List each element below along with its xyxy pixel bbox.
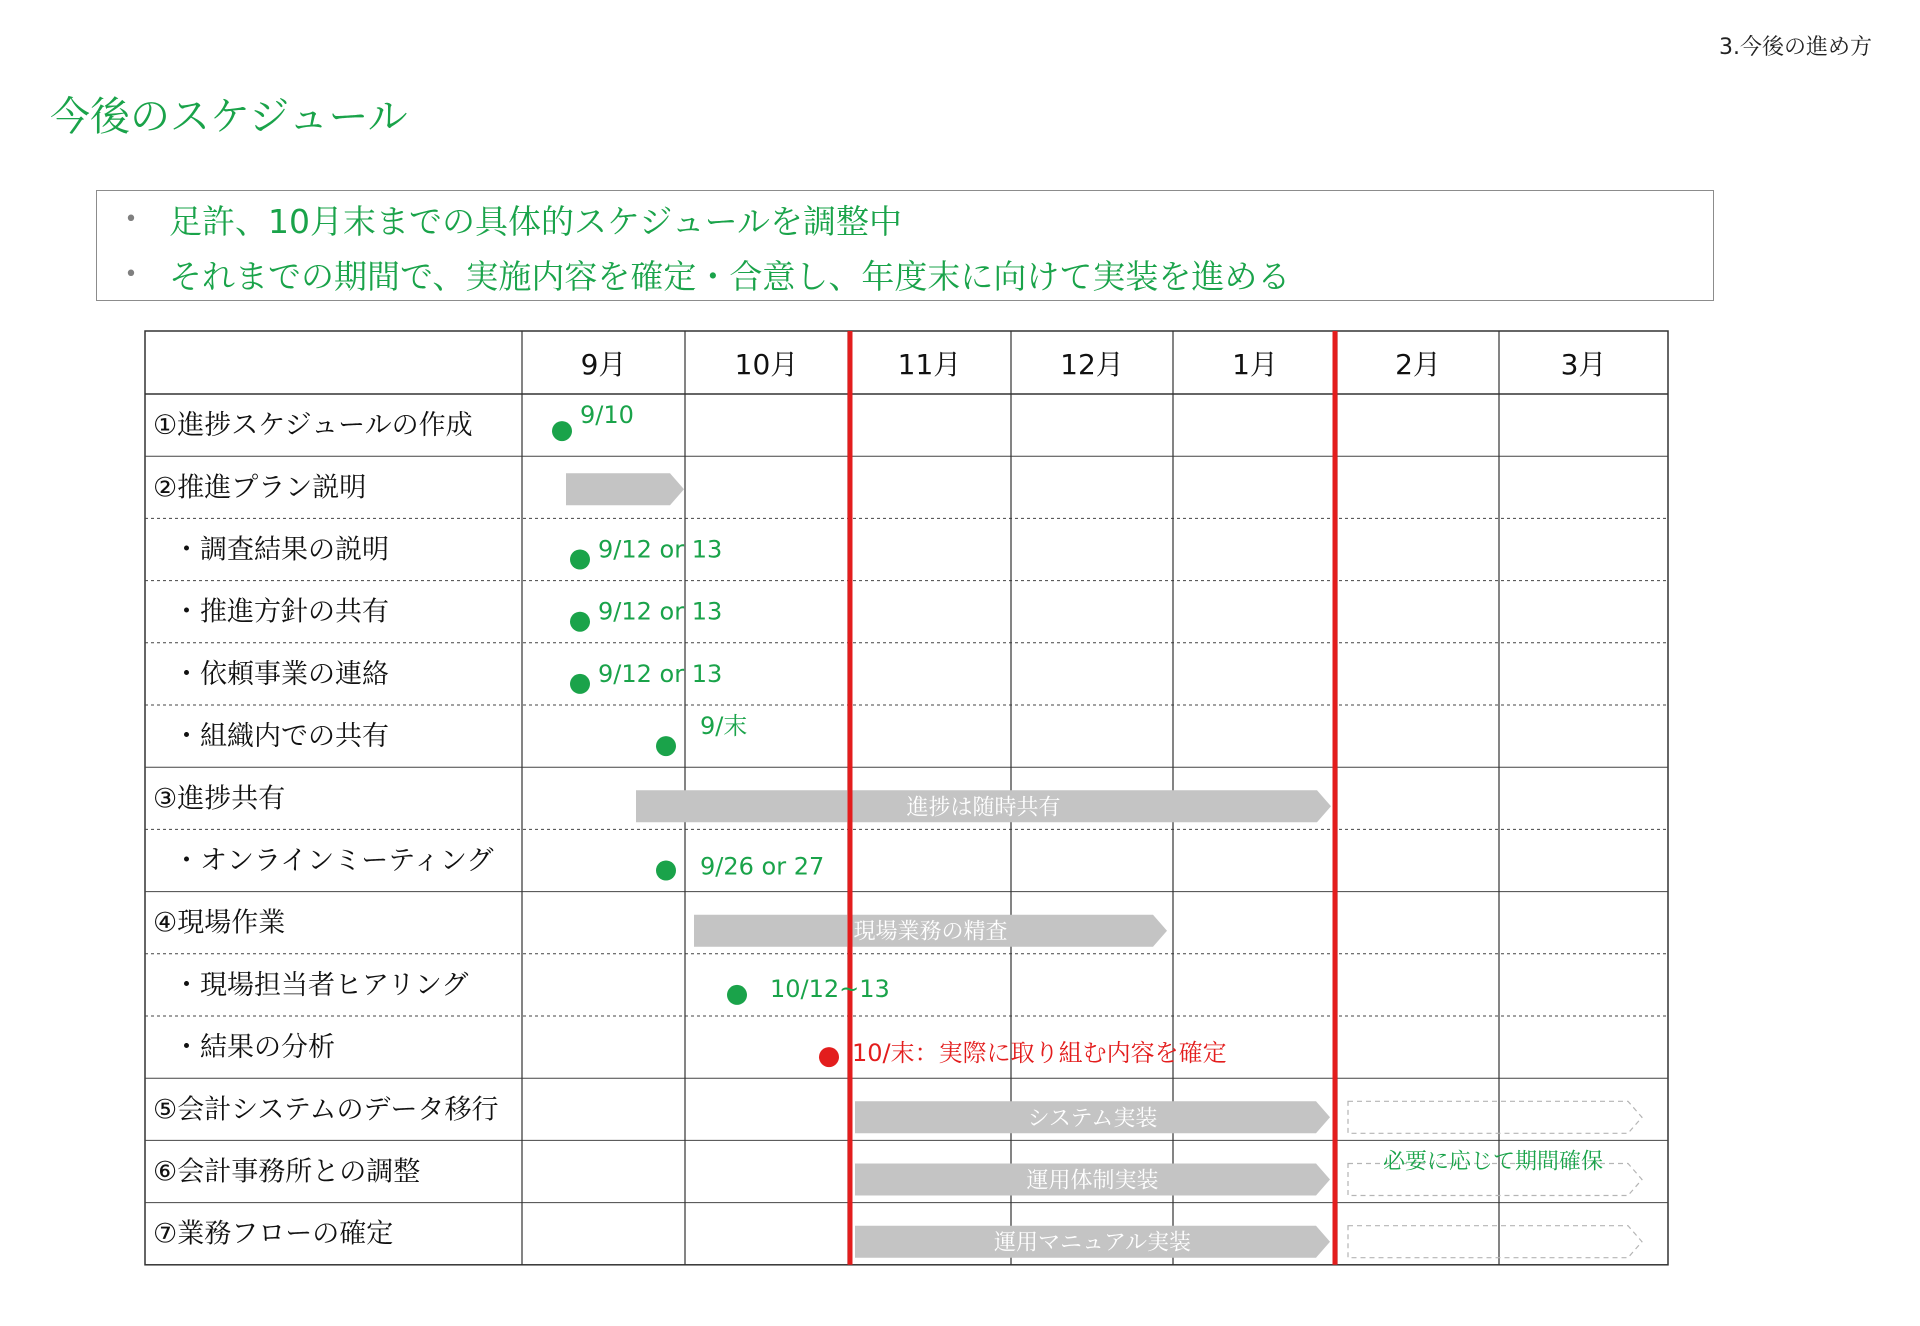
month-label: 10月 — [734, 348, 799, 381]
task-label: ・オンラインミーティング — [173, 845, 494, 877]
task-label: ・現場担当者ヒアリング — [173, 969, 469, 1001]
task-label: ・推進方針の共有 — [173, 596, 389, 628]
milestone-label: 9/12 or 13 — [598, 659, 723, 688]
milestone-label: 10/末：実際に取り組む内容を確定 — [852, 1039, 1227, 1068]
month-label: 1月 — [1232, 348, 1278, 381]
summary-text: 足許、10月末までの具体的スケジュールを調整中 — [169, 201, 903, 241]
milestone-dot — [656, 861, 676, 881]
placeholder-bar — [1348, 1226, 1642, 1258]
month-label: 12月 — [1060, 348, 1124, 381]
task-label: ④現場作業 — [153, 907, 286, 939]
task-label: ・結果の分析 — [173, 1032, 335, 1064]
task-label: ・調査結果の説明 — [173, 534, 389, 566]
page-title: 今後のスケジュール — [50, 94, 408, 140]
task-label: ⑤会計システムのデータ移行 — [153, 1094, 499, 1126]
dashed-note-label: 必要に応じて期間確保 — [1382, 1149, 1604, 1175]
milestone-dot — [727, 985, 747, 1005]
task-label: ②推進プラン説明 — [153, 472, 367, 504]
task-label: ⑥会計事務所との調整 — [153, 1156, 421, 1188]
bar-label: システム実装 — [1027, 1106, 1158, 1132]
bar-label: 現場業務の精査 — [853, 919, 1008, 945]
milestone-dot — [552, 421, 572, 441]
section-label: 3.今後の進め方 — [1719, 35, 1872, 60]
month-label: 3月 — [1560, 348, 1607, 381]
task-label: ・組織内での共有 — [173, 721, 389, 753]
month-label: 11月 — [897, 348, 962, 381]
milestone-label: 10/12~13 — [770, 974, 890, 1003]
summary-text: それまでの期間で、実施内容を確定・合意し、年度末に向けて実装を進める — [169, 256, 1291, 296]
task-label: ・依頼事業の連絡 — [173, 658, 389, 690]
milestone-label: 9/26 or 27 — [700, 852, 825, 881]
bar-label: 運用体制実装 — [1026, 1168, 1159, 1194]
bar-label: 進捗は随時共有 — [906, 795, 1061, 821]
task-label: ①進捗スケジュールの作成 — [153, 410, 473, 442]
milestone-label: 9/12 or 13 — [598, 535, 723, 564]
placeholder-bar — [1348, 1101, 1642, 1133]
schedule-bar — [566, 473, 684, 505]
month-label: 2月 — [1395, 348, 1441, 381]
milestone-dot — [656, 736, 676, 756]
milestone-dot — [570, 550, 590, 570]
milestone-dot — [570, 612, 590, 632]
task-label: ⑦業務フローの確定 — [153, 1218, 394, 1250]
milestone-label: 9/12 or 13 — [598, 597, 723, 626]
bar-label: 運用マニュアル実装 — [993, 1230, 1192, 1256]
bullet-icon: • — [124, 261, 138, 287]
milestone-label: 9/10 — [580, 401, 634, 430]
milestone-label: 9/末 — [700, 712, 748, 741]
milestone-dot — [819, 1047, 839, 1067]
milestone-dot — [570, 674, 590, 694]
task-label: ③進捗共有 — [153, 783, 286, 815]
month-label: 9月 — [580, 348, 627, 381]
bullet-icon: • — [124, 206, 138, 232]
